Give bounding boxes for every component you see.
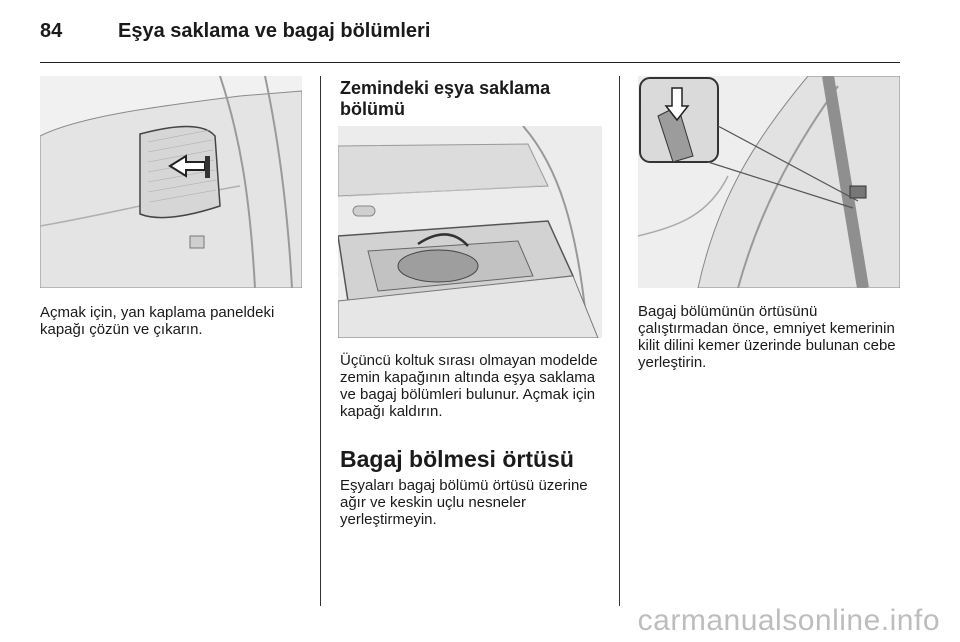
cargo-cover-title: Bagaj bölmesi örtüsü <box>340 446 574 472</box>
side-panel-cover-illustration <box>40 76 302 288</box>
column-divider-right <box>619 76 620 606</box>
column-divider-left <box>320 76 321 606</box>
header-rule <box>40 62 900 63</box>
floor-storage-compartment-illustration <box>338 126 602 338</box>
floor-storage-caption: Üçüncü koltuk sırası olmayan modelde zemin kapağının altında eşya saklama ve bagaj bölümleri bulunur. Açmak için kapağı kaldırın. <box>340 352 598 420</box>
page-heading: Eşya saklama ve bagaj bölümleri <box>118 20 431 42</box>
seat-belt-tongue-pocket-illustration <box>638 76 900 288</box>
seat-belt-caption: Bagaj bölümünün örtüsünü çalıştırmadan önce, emniyet kemerinin kilit dilini kemer üzerinde bulunan cebe yerleştirin. <box>638 303 896 371</box>
cargo-cover-text: Eşyaları bagaj bölümü örtüsü üzerine ağır ve keskin uçlu nesneler yerleştirmeyin. <box>340 477 588 528</box>
floor-storage-subheading: Zemindeki eşya saklama bölümü <box>340 78 551 119</box>
footer-watermark: carmanualsonline.info <box>637 604 940 637</box>
page-number: 84 <box>40 20 63 42</box>
side-panel-caption: Açmak için, yan kaplama paneldeki kapağı çözün ve çıkarın. <box>40 304 275 338</box>
